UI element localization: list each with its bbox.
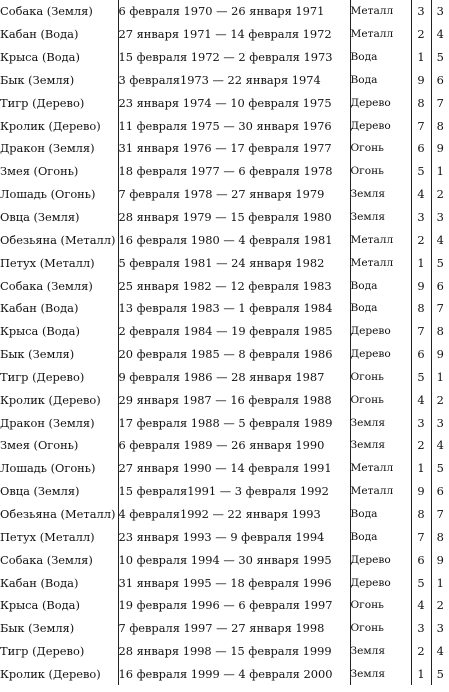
number-cell-2: 2 bbox=[431, 388, 449, 411]
animal-sign-cell: Крыса (Вода) bbox=[0, 598, 80, 613]
animal-sign-cell: Бык (Земля) bbox=[0, 621, 75, 636]
number-cell-2: 3 bbox=[431, 617, 449, 640]
number-cell-1: 7 bbox=[411, 525, 431, 548]
table-row bbox=[0, 525, 449, 548]
table-row bbox=[0, 137, 449, 160]
year-period-cell: 9 февраля 1986 — 28 января 1987 bbox=[118, 366, 350, 389]
year-period-cell: 13 февраля 1983 — 1 февраля 1984 bbox=[118, 297, 350, 320]
table-row bbox=[0, 274, 449, 297]
year-period-cell: 16 февраля 1999 — 4 февраля 2000 bbox=[118, 662, 350, 685]
table-row bbox=[0, 251, 449, 274]
table-row bbox=[0, 206, 449, 229]
number-cell-2: 4 bbox=[431, 434, 449, 457]
number-cell-2: 8 bbox=[431, 525, 449, 548]
year-period-cell: 25 января 1982 — 12 февраля 1983 bbox=[118, 274, 350, 297]
element-cell: Огонь bbox=[350, 137, 411, 160]
element-cell: Огонь bbox=[350, 594, 411, 617]
table-row bbox=[0, 343, 449, 366]
number-cell-2: 3 bbox=[431, 411, 449, 434]
element-cell: Вода bbox=[350, 525, 411, 548]
table-row bbox=[0, 571, 449, 594]
animal-sign-cell: Тигр (Дерево) bbox=[0, 369, 85, 384]
number-cell-1: 5 bbox=[411, 366, 431, 389]
table-row bbox=[0, 91, 449, 114]
number-cell-2: 9 bbox=[431, 343, 449, 366]
table-row bbox=[0, 320, 449, 343]
element-cell: Металл bbox=[350, 480, 411, 503]
table-row bbox=[0, 297, 449, 320]
number-cell-1: 1 bbox=[411, 251, 431, 274]
year-period-cell: 27 января 1990 — 14 февраля 1991 bbox=[118, 457, 350, 480]
animal-sign-cell: Кабан (Вода) bbox=[0, 27, 79, 42]
number-cell-1: 6 bbox=[411, 137, 431, 160]
animal-sign-cell: Обезьяна (Металл) bbox=[0, 506, 116, 521]
element-cell: Вода bbox=[350, 503, 411, 526]
number-cell-1: 2 bbox=[411, 434, 431, 457]
number-cell-2: 5 bbox=[431, 251, 449, 274]
element-cell: Дерево bbox=[350, 343, 411, 366]
animal-sign-cell: Тигр (Дерево) bbox=[0, 644, 85, 659]
animal-sign-cell: Бык (Земля) bbox=[0, 72, 75, 87]
element-cell: Металл bbox=[350, 251, 411, 274]
number-cell-2: 4 bbox=[431, 228, 449, 251]
animal-sign-cell: Кабан (Вода) bbox=[0, 301, 79, 316]
animal-sign-cell: Петух (Металл) bbox=[0, 529, 95, 544]
element-cell: Вода bbox=[350, 69, 411, 92]
number-cell-1: 3 bbox=[411, 0, 431, 23]
element-cell: Дерево bbox=[350, 91, 411, 114]
element-cell: Земля bbox=[350, 183, 411, 206]
number-cell-1: 1 bbox=[411, 46, 431, 69]
table-row bbox=[0, 0, 449, 23]
year-period-cell: 15 февраля1991 — 3 февраля 1992 bbox=[118, 480, 350, 503]
animal-sign-cell: Собака (Земля) bbox=[0, 278, 93, 293]
number-cell-2: 5 bbox=[431, 457, 449, 480]
element-cell: Огонь bbox=[350, 388, 411, 411]
table-row bbox=[0, 480, 449, 503]
number-cell-1: 8 bbox=[411, 503, 431, 526]
animal-sign-cell: Змея (Огонь) bbox=[0, 164, 79, 179]
element-cell: Земля bbox=[350, 206, 411, 229]
number-cell-2: 6 bbox=[431, 480, 449, 503]
animal-sign-cell: Кролик (Дерево) bbox=[0, 392, 101, 407]
animal-sign-cell: Дракон (Земля) bbox=[0, 415, 95, 430]
number-cell-1: 4 bbox=[411, 594, 431, 617]
animal-sign-cell: Кролик (Дерево) bbox=[0, 118, 101, 133]
animal-sign-cell: Кабан (Вода) bbox=[0, 575, 79, 590]
year-period-cell: 23 января 1974 — 10 февраля 1975 bbox=[118, 91, 350, 114]
year-period-cell: 7 февраля 1997 — 27 января 1998 bbox=[118, 617, 350, 640]
number-cell-2: 5 bbox=[431, 662, 449, 685]
element-cell: Земля bbox=[350, 640, 411, 663]
animal-sign-cell: Собака (Земля) bbox=[0, 552, 93, 567]
number-cell-2: 2 bbox=[431, 183, 449, 206]
element-cell: Земля bbox=[350, 662, 411, 685]
number-cell-1: 8 bbox=[411, 297, 431, 320]
year-period-cell: 2 февраля 1984 — 19 февраля 1985 bbox=[118, 320, 350, 343]
number-cell-2: 7 bbox=[431, 91, 449, 114]
element-cell: Дерево bbox=[350, 320, 411, 343]
table-row bbox=[0, 23, 449, 46]
element-cell: Дерево bbox=[350, 571, 411, 594]
number-cell-2: 8 bbox=[431, 114, 449, 137]
year-period-cell: 6 февраля 1989 — 26 января 1990 bbox=[118, 434, 350, 457]
table-row bbox=[0, 46, 449, 69]
number-cell-1: 9 bbox=[411, 480, 431, 503]
year-period-cell: 4 февраля1992 — 22 января 1993 bbox=[118, 503, 350, 526]
element-cell: Вода bbox=[350, 297, 411, 320]
element-cell: Огонь bbox=[350, 366, 411, 389]
animal-sign-cell: Овца (Земля) bbox=[0, 484, 80, 499]
year-period-cell: 19 февраля 1996 — 6 февраля 1997 bbox=[118, 594, 350, 617]
animal-sign-cell: Крыса (Вода) bbox=[0, 324, 80, 339]
table-row bbox=[0, 388, 449, 411]
number-cell-2: 9 bbox=[431, 548, 449, 571]
year-period-cell: 15 февраля 1972 — 2 февраля 1973 bbox=[118, 46, 350, 69]
number-cell-1: 9 bbox=[411, 274, 431, 297]
number-cell-1: 2 bbox=[411, 23, 431, 46]
number-cell-1: 3 bbox=[411, 617, 431, 640]
number-cell-1: 9 bbox=[411, 69, 431, 92]
year-period-cell: 5 февраля 1981 — 24 января 1982 bbox=[118, 251, 350, 274]
element-cell: Земля bbox=[350, 434, 411, 457]
table-row bbox=[0, 69, 449, 92]
number-cell-1: 6 bbox=[411, 343, 431, 366]
number-cell-2: 4 bbox=[431, 640, 449, 663]
animal-sign-cell: Овца (Земля) bbox=[0, 210, 80, 225]
table-row bbox=[0, 662, 449, 685]
table-row bbox=[0, 640, 449, 663]
year-period-cell: 27 января 1971 — 14 февраля 1972 bbox=[118, 23, 350, 46]
element-cell: Вода bbox=[350, 46, 411, 69]
year-period-cell: 3 февраля1973 — 22 января 1974 bbox=[118, 69, 350, 92]
year-period-cell: 7 февраля 1978 — 27 января 1979 bbox=[118, 183, 350, 206]
table-row bbox=[0, 434, 449, 457]
year-period-cell: 18 февраля 1977 — 6 февраля 1978 bbox=[118, 160, 350, 183]
year-period-cell: 11 февраля 1975 — 30 января 1976 bbox=[118, 114, 350, 137]
element-cell: Огонь bbox=[350, 617, 411, 640]
number-cell-1: 3 bbox=[411, 411, 431, 434]
table-row bbox=[0, 228, 449, 251]
element-cell: Огонь bbox=[350, 160, 411, 183]
year-period-cell: 16 февраля 1980 — 4 февраля 1981 bbox=[118, 228, 350, 251]
number-cell-2: 1 bbox=[431, 366, 449, 389]
element-cell: Металл bbox=[350, 457, 411, 480]
table-row bbox=[0, 503, 449, 526]
table-row bbox=[0, 366, 449, 389]
number-cell-2: 3 bbox=[431, 206, 449, 229]
table-row bbox=[0, 160, 449, 183]
year-period-cell: 28 января 1998 — 15 февраля 1999 bbox=[118, 640, 350, 663]
animal-sign-cell: Тигр (Дерево) bbox=[0, 95, 85, 110]
number-cell-2: 7 bbox=[431, 503, 449, 526]
element-cell: Дерево bbox=[350, 114, 411, 137]
number-cell-1: 4 bbox=[411, 388, 431, 411]
animal-sign-cell: Крыса (Вода) bbox=[0, 50, 80, 65]
number-cell-1: 3 bbox=[411, 206, 431, 229]
element-cell: Земля bbox=[350, 411, 411, 434]
element-cell: Вода bbox=[350, 274, 411, 297]
table-row bbox=[0, 617, 449, 640]
number-cell-2: 2 bbox=[431, 594, 449, 617]
year-period-cell: 17 февраля 1988 — 5 февраля 1989 bbox=[118, 411, 350, 434]
year-period-cell: 29 января 1987 — 16 февраля 1988 bbox=[118, 388, 350, 411]
number-cell-1: 4 bbox=[411, 183, 431, 206]
number-cell-1: 7 bbox=[411, 320, 431, 343]
table-row bbox=[0, 183, 449, 206]
number-cell-2: 7 bbox=[431, 297, 449, 320]
year-period-cell: 20 февраля 1985 — 8 февраля 1986 bbox=[118, 343, 350, 366]
number-cell-2: 3 bbox=[431, 0, 449, 23]
number-cell-2: 1 bbox=[431, 571, 449, 594]
number-cell-2: 6 bbox=[431, 69, 449, 92]
number-cell-2: 1 bbox=[431, 160, 449, 183]
year-period-cell: 31 января 1995 — 18 февраля 1996 bbox=[118, 571, 350, 594]
table-row bbox=[0, 548, 449, 571]
animal-sign-cell: Лошадь (Огонь) bbox=[0, 461, 96, 476]
year-period-cell: 23 января 1993 — 9 февраля 1994 bbox=[118, 525, 350, 548]
table-row bbox=[0, 457, 449, 480]
table-row bbox=[0, 114, 449, 137]
number-cell-1: 5 bbox=[411, 571, 431, 594]
animal-sign-cell: Лошадь (Огонь) bbox=[0, 187, 96, 202]
animal-sign-cell: Обезьяна (Металл) bbox=[0, 232, 116, 247]
number-cell-1: 2 bbox=[411, 640, 431, 663]
table-row bbox=[0, 411, 449, 434]
animal-sign-cell: Бык (Земля) bbox=[0, 347, 75, 362]
table-row bbox=[0, 594, 449, 617]
number-cell-1: 6 bbox=[411, 548, 431, 571]
year-period-cell: 10 февраля 1994 — 30 января 1995 bbox=[118, 548, 350, 571]
number-cell-2: 6 bbox=[431, 274, 449, 297]
number-cell-2: 9 bbox=[431, 137, 449, 160]
element-cell: Металл bbox=[350, 228, 411, 251]
number-cell-1: 8 bbox=[411, 91, 431, 114]
number-cell-1: 7 bbox=[411, 114, 431, 137]
element-cell: Металл bbox=[350, 0, 411, 23]
element-cell: Металл bbox=[350, 23, 411, 46]
number-cell-1: 2 bbox=[411, 228, 431, 251]
number-cell-2: 4 bbox=[431, 23, 449, 46]
year-period-cell: 28 января 1979 — 15 февраля 1980 bbox=[118, 206, 350, 229]
animal-sign-cell: Собака (Земля) bbox=[0, 4, 93, 19]
year-period-cell: 31 января 1976 — 17 февраля 1977 bbox=[118, 137, 350, 160]
number-cell-1: 1 bbox=[411, 457, 431, 480]
number-cell-1: 1 bbox=[411, 662, 431, 685]
number-cell-1: 5 bbox=[411, 160, 431, 183]
animal-sign-cell: Дракон (Земля) bbox=[0, 141, 95, 156]
animal-sign-cell: Змея (Огонь) bbox=[0, 438, 79, 453]
number-cell-2: 8 bbox=[431, 320, 449, 343]
element-cell: Дерево bbox=[350, 548, 411, 571]
animal-sign-cell: Кролик (Дерево) bbox=[0, 666, 101, 681]
year-period-cell: 6 февраля 1970 — 26 января 1971 bbox=[118, 0, 350, 23]
number-cell-2: 5 bbox=[431, 46, 449, 69]
animal-sign-cell: Петух (Металл) bbox=[0, 255, 95, 270]
